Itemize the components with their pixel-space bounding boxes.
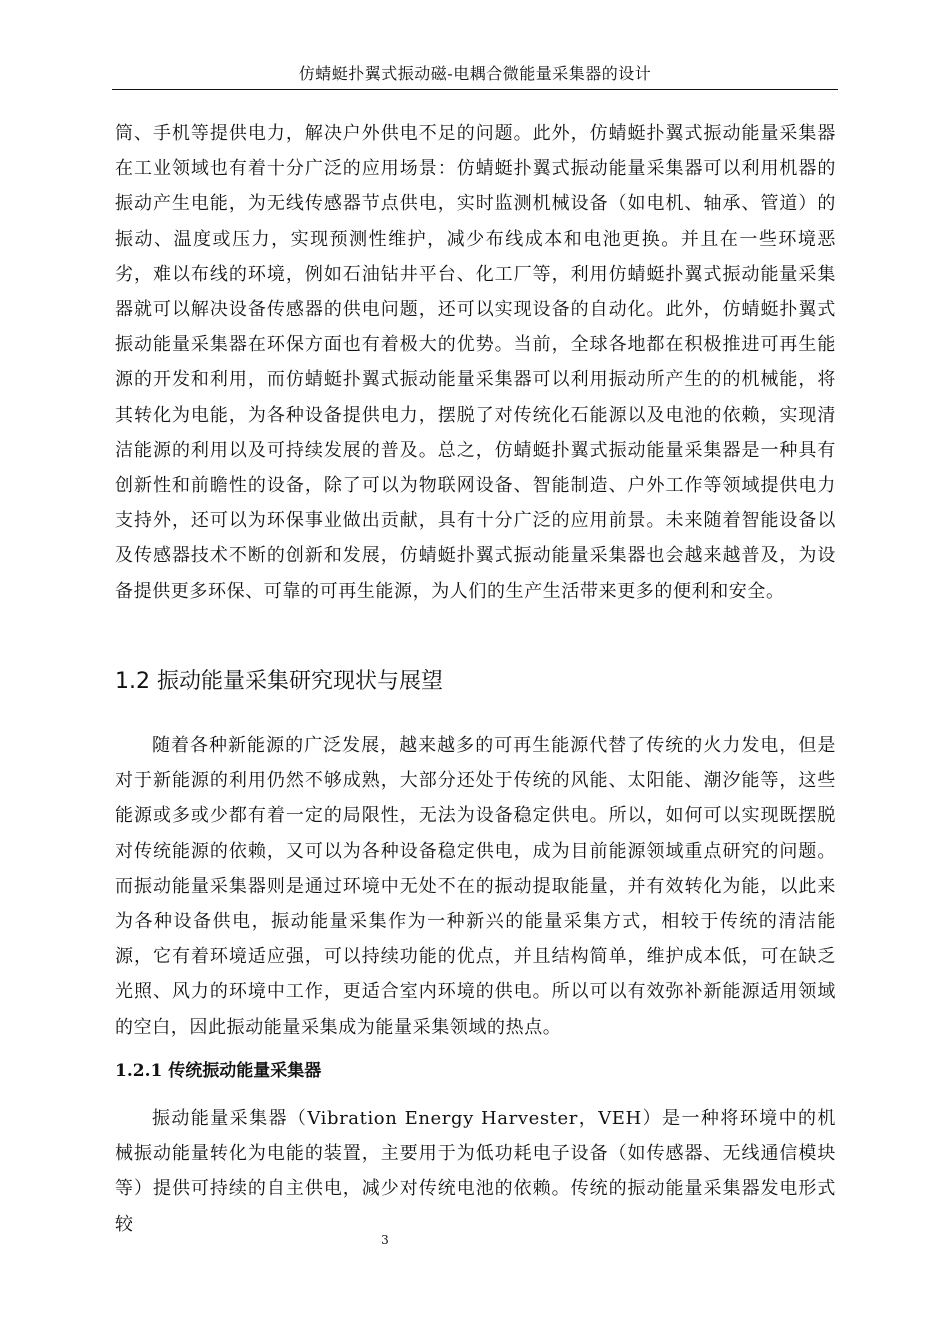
body-paragraph-2: 随着各种新能源的广泛发展，越来越多的可再生能源代替了传统的火力发电，但是对于新能源的利用仍然不够成熟，大部分还处于传统的风能、太阳能、潮汐能等，这些能源或多或少都有着一定的局限性，无法为设备稳定供电。所以，如何可以实现既摆脱对传统能源的依赖，又可以为各种设备稳定供电，成为目前能源领域重点研究的问题。而振动能量采集器则是通过环境中无处不在的振动提取能量，并有效转化为能，以此来为各种设备供电，振动能量采集作为一种新兴的能量采集方式，相较于传统的清洁能源，它有着环境适应强，可以持续功能的优点，并且结构简单，维护成本低，可在缺乏光照、风力的环境中工作，更适合室内环境的供电。所以可以有效弥补新能源适用领域的空白，因此振动能量采集成为能量采集领域的热点。 xyxy=(115,735,836,1038)
section-heading: 1.2 振动能量采集研究现状与展望 xyxy=(115,669,443,694)
running-header: 仿蜻蜓扑翼式振动磁-电耦合微能量采集器的设计 xyxy=(298,64,652,83)
subsection-heading: 1.2.1 传统振动能量采集器 xyxy=(115,1061,322,1081)
page-number: 3 xyxy=(381,1233,389,1247)
body-paragraph-3: 振动能量采集器（Vibration Energy Harvester，VEH）是一种将环境中的机械振动能量转化为电能的装置，主要用于为低功耗电子设备（如传感器、无线通信模块等）提供可持续的自主供电，减少对传统电池的依赖。传统的振动能量采集器发电形式较 xyxy=(115,1108,836,1235)
header-rule xyxy=(112,89,838,90)
page-number-container xyxy=(0,1232,950,1248)
body-paragraph-1: 筒、手机等提供电力，解决户外供电不足的问题。此外，仿蜻蜓扑翼式振动能量采集器在工业领域也有着十分广泛的应用场景：仿蜻蜓扑翼式振动能量采集器可以利用机器的振动产生电能，为无线传感器节点供电，实时监测机械设备（如电机、轴承、管道）的振动、温度或压力，实现预测性维护，减少布线成本和电池更换。并且在一些环境恶劣，难以布线的环境，例如石油钻井平台、化工厂等，利用仿蜻蜓扑翼式振动能量采集器就可以解决设备传感器的供电问题，还可以实现设备的自动化。此外，仿蜻蜓扑翼式振动能量采集器在环保方面也有着极大的优势。当前，全球各地都在积极推进可再生能源的开发和利用，而仿蜻蜓扑翼式振动能量采集器可以利用振动所产生的的机械能，将其转化为电能，为各种设备提供电力，摆脱了对传统化石能源以及电池的依赖，实现清洁能源的利用以及可持续发展的普及。总之，仿蜻蜓扑翼式振动能量采集器是一种具有创新性和前瞻性的设备，除了可以为物联网设备、智能制造、户外工作等领域提供电力支持外，还可以为环保事业做出贡献，具有十分广泛的应用前景。未来随着智能设备以及传感器技术不断的创新和发展，仿蜻蜓扑翼式振动能量采集器也会越来越普及，为设备提供更多环保、可靠的可再生能源，为人们的生产生活带来更多的便利和安全。 xyxy=(115,123,836,602)
